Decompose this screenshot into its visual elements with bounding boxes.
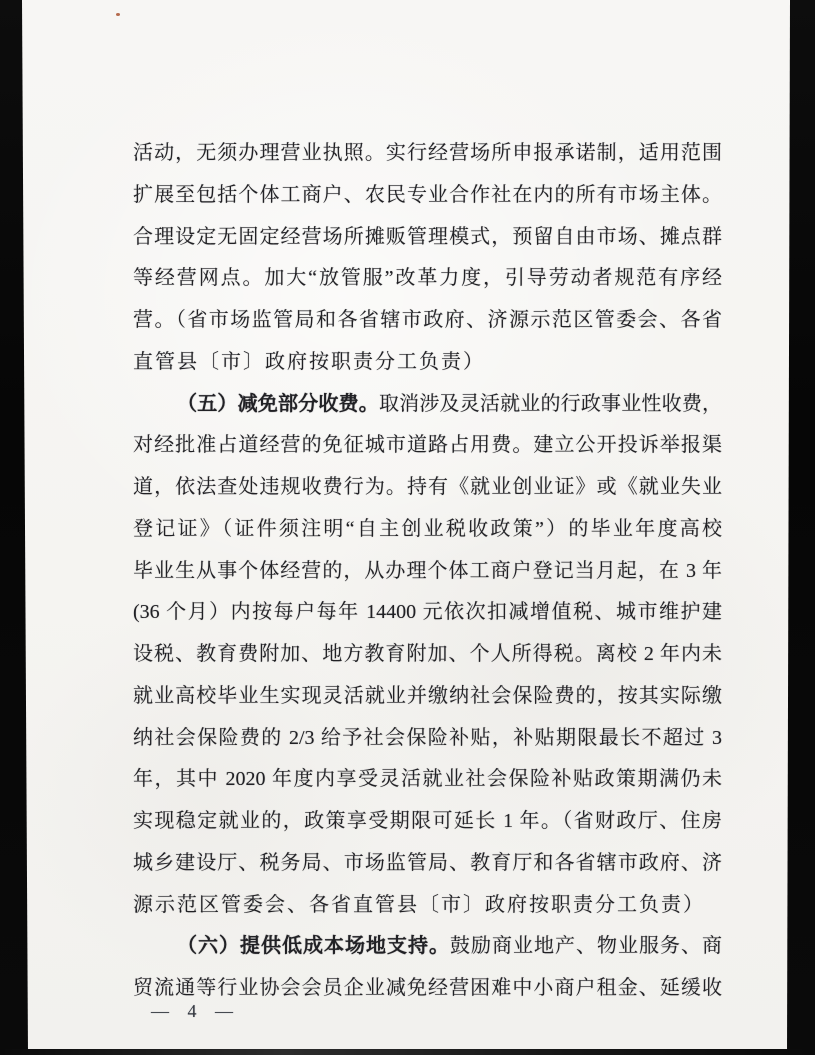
- text-line: 登记证》（证件须注明“自主创业税收政策”）的毕业年度高校: [133, 517, 722, 540]
- text-line: 扩展至包括个体工商户、农民专业合作社在内的所有市场主体。: [133, 183, 722, 206]
- clause-text: 鼓励商业地产、物业服务、商: [450, 935, 722, 958]
- text-line: [133, 926, 722, 968]
- document-body: [133, 133, 722, 1010]
- text-line: (36 个月）内按每户每年 14400 元依次扣减增值税、城市维护建: [133, 601, 722, 624]
- text-line: 就业高校毕业生实现灵活就业并缴纳社会保险费的，按其实际缴: [133, 684, 722, 707]
- text-line: 实现稳定就业的，政策享受期限可延长 1 年。（省财政厅、住房: [133, 810, 722, 832]
- text-line: 贸流通等行业协会会员企业减免经营困难中小商户租金、延缓收: [133, 977, 722, 999]
- paragraph-item-5: [133, 384, 722, 927]
- text-line: 活动，无须办理营业执照。实行经营场所申报承诺制，适用范围: [133, 142, 722, 164]
- text-line: 直管县〔市〕政府按职责分工负责）: [133, 350, 485, 373]
- clause-heading: （五）减免部分收费。: [177, 392, 379, 415]
- text-line: 毕业生从事个体经营的，从办理个体工商户登记当月起，在 3 年: [133, 559, 722, 582]
- scan-edge-bar-bottom: [0, 1049, 815, 1055]
- paragraph-continuation: [133, 133, 722, 384]
- page-number: — 4 —: [151, 1001, 240, 1021]
- text-line: 等经营网点。加大“放管服”改革力度，引导劳动者规范有序经: [133, 267, 722, 290]
- clause-text: 取消涉及灵活就业的行政事业性收费，: [378, 392, 722, 415]
- scan-edge-bar-right: [785, 0, 815, 1055]
- scan-artifact-speck: [116, 13, 120, 16]
- text-line: 道，依法查处违规收费行为。持有《就业创业证》或《就业失业: [133, 476, 722, 498]
- scan-edge-bar-left: [0, 0, 30, 1055]
- text-line: 城乡建设厅、税务局、市场监管局、教育厅和各省辖市政府、济: [133, 851, 722, 874]
- text-line: 年，其中 2020 年度内享受灵活就业社会保险补贴政策期满仍未: [133, 768, 722, 791]
- text-line: 纳社会保险费的 2/3 给予社会保险补贴，补贴期限最长不超过 3: [133, 726, 722, 749]
- text-line: 合理设定无固定经营场所摊贩管理模式，预留自由市场、摊点群: [133, 225, 722, 248]
- text-line: 源示范区管委会、各省直管县〔市〕政府按职责分工负责）: [133, 893, 705, 916]
- paragraph-item-6: [133, 926, 722, 1010]
- text-line: [133, 384, 722, 426]
- clause-heading: （六）提供低成本场地支持。: [177, 935, 450, 958]
- text-line: 设税、教育费附加、地方教育附加、个人所得税。离校 2 年内未: [133, 643, 722, 665]
- text-line: 对经批准占道经营的免征城市道路占用费。建立公开投诉举报渠: [133, 434, 722, 457]
- text-line: 营。（省市场监管局和各省辖市政府、济源示范区管委会、各省: [133, 309, 722, 331]
